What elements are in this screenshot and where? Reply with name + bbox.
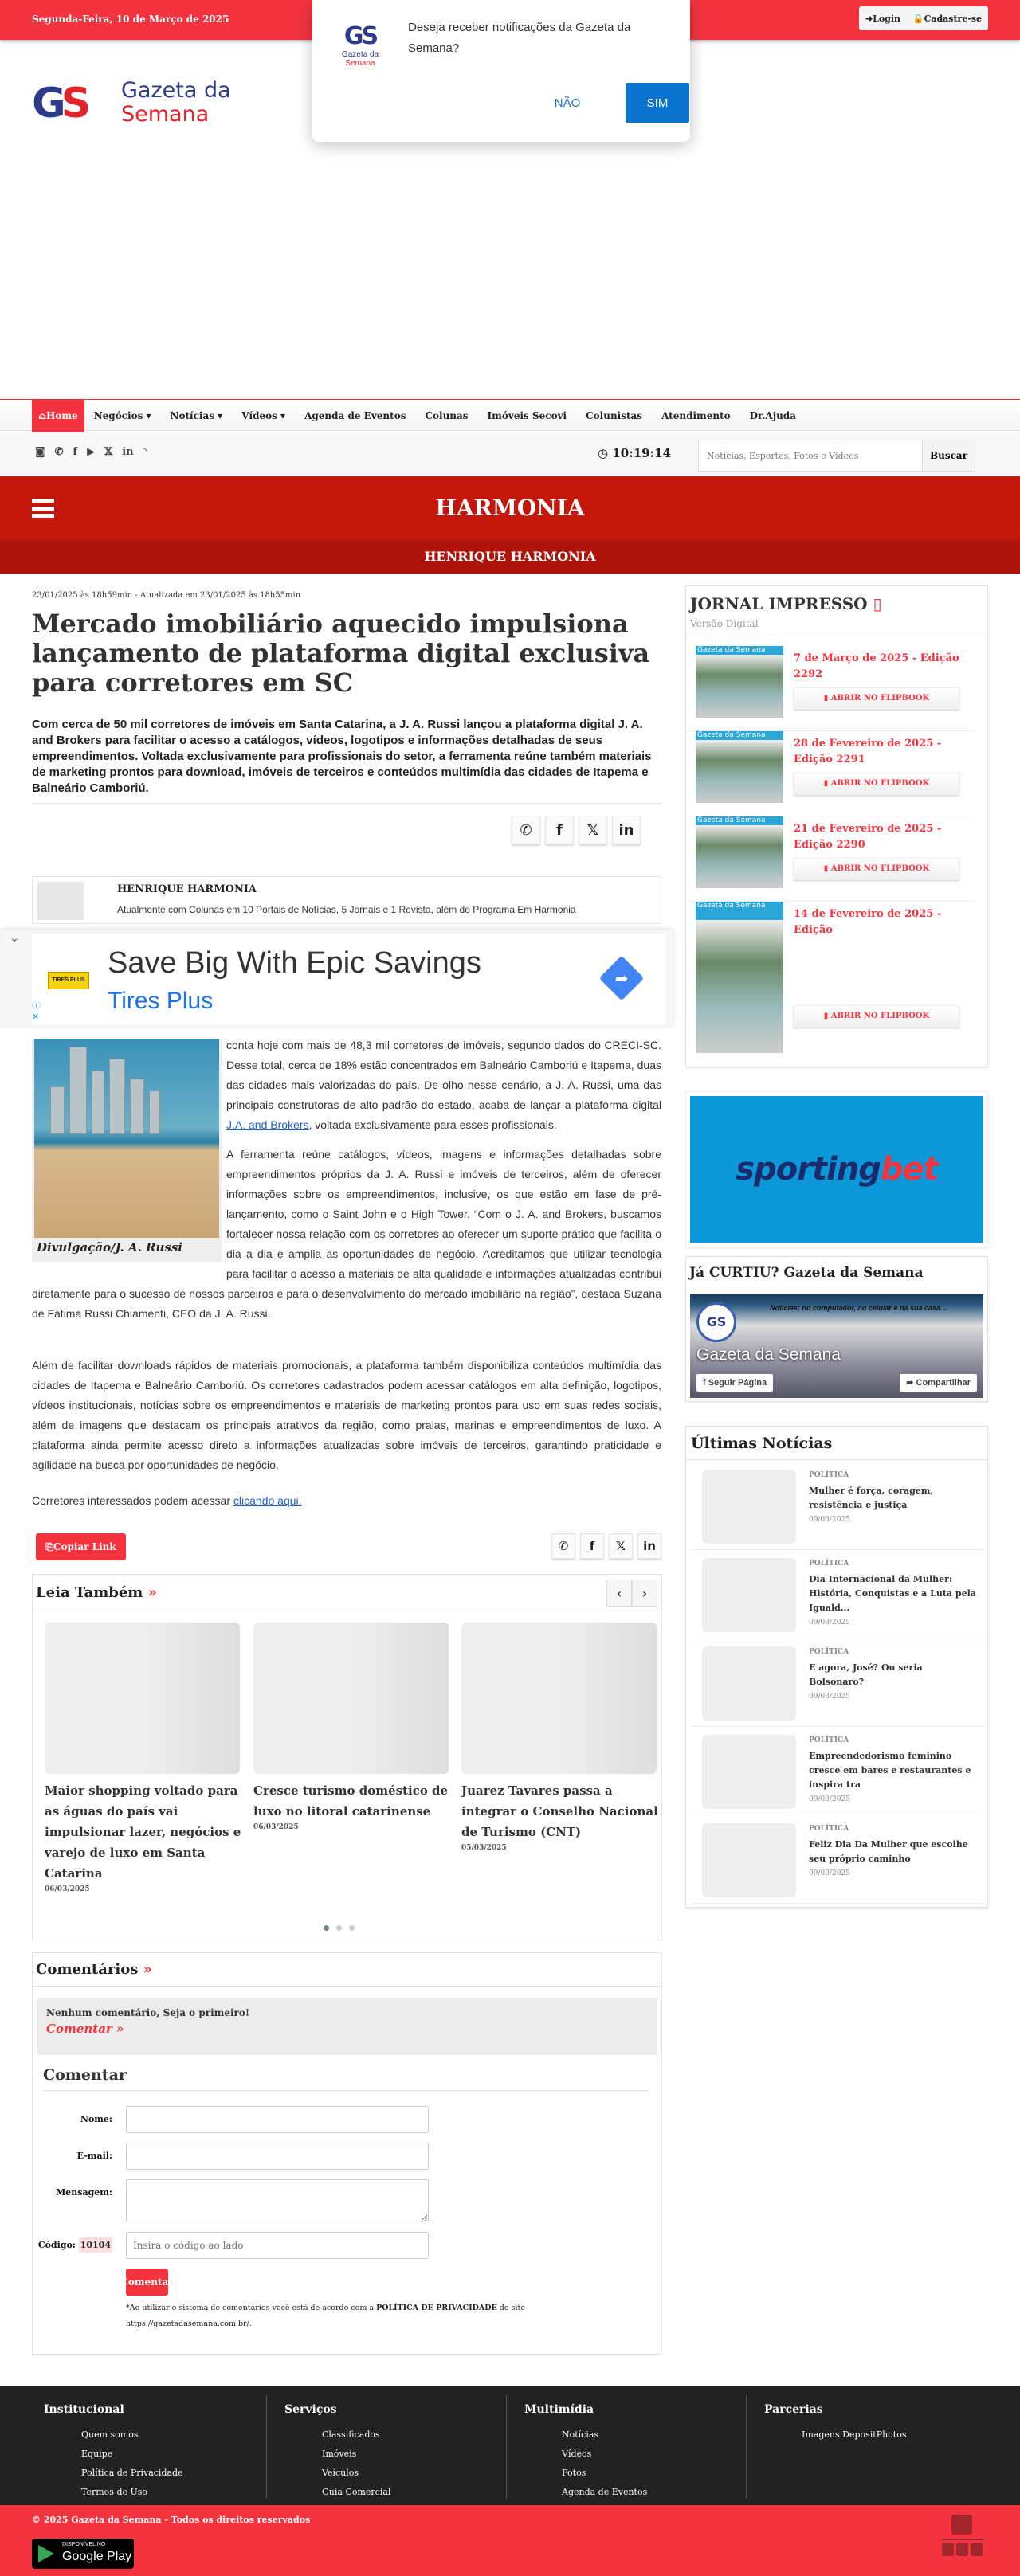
paragraph-text: conta hoje com mais de 48,3 mil corretores de imóveis, segundo dados do CRECI-SC. Desse total, cerca de 18% estão concentrados em Balneário Camboriú e Itapema, duas das cidades mais valorizadas do país. De olho nesse cenário, a J. A. Russi, uma das principais construtoras de alto padrão do estado, acaba de lançar a plataforma digital <box>226 1039 661 1111</box>
register-button[interactable] <box>913 14 982 24</box>
latest-news-widget <box>685 1426 988 1908</box>
nav-negocios[interactable]: Negócios ▾ <box>93 410 151 421</box>
news-title[interactable]: Mulher é força, coragem, resistência e justiça <box>809 1486 934 1510</box>
latest-news-item[interactable] <box>691 1462 986 1550</box>
ad-directions-icon[interactable]: ➦ <box>599 956 645 1001</box>
register-label: Cadastre-se <box>924 13 983 24</box>
footer-column-title: Multimídia <box>524 2403 594 2416</box>
card-title[interactable]: Maior shopping voltado para as águas do país vai impulsionar lazer, negócios e varejo de luxo em Santa Catarina <box>45 1783 241 1881</box>
facebook-icon[interactable]: f <box>73 446 78 458</box>
news-thumbnail <box>702 1558 796 1632</box>
footer-link[interactable]: Imóveis <box>322 2449 357 2459</box>
logo-part: sporting <box>736 1151 881 1188</box>
news-text <box>809 1572 980 1630</box>
email-row <box>33 2143 658 2170</box>
author-box <box>32 876 661 924</box>
widget-title-text: JORNAL IMPRESSO <box>690 594 868 613</box>
whatsapp-share-icon[interactable]: ✆ <box>512 816 540 844</box>
page-slogan: Notícias; no computador, no celular e na sua casa... <box>770 1304 947 1312</box>
article-paragraph: Além de facilitar downloads rápidos de materiais promocionais, a plataforma também disponibiliza conteúdos multimídia das cidades de Itapema e Balneário Camboriú. Os corretores cadastrados podem acessar catálogos em alta definição, logotipos, vídeos institucionais, notícias sobre os empreendimentos e materiais de marketing prontos para uso em suas redes sociais, além de imagens que destacam os principais atrativos da região, como praias, marinas e empreendimentos de luxo. A plataforma ainda permite acesso direto a informações atualizadas sobre imóveis de terceiros, garantindo praticidade e agilidade na busca por oportunidades de negócio. <box>32 1359 661 1471</box>
badge-text: Google Play <box>62 2550 132 2563</box>
nav-agenda[interactable]: Agenda de Eventos <box>304 410 406 421</box>
footer-column <box>506 2395 745 2499</box>
paragraph-text: Corretores interessados podem acessar <box>32 1494 233 1507</box>
facebook-page-card[interactable] <box>690 1294 983 1398</box>
nav-noticias[interactable]: Notícias ▾ <box>170 410 223 421</box>
sportingbet-banner[interactable] <box>685 1091 988 1247</box>
news-date: 09/03/2025 <box>809 1619 850 1627</box>
ad-headline[interactable]: Save Big With Epic Savings <box>108 946 481 980</box>
click-here-link[interactable]: clicando aqui. <box>233 1494 302 1507</box>
icon-mark: GS <box>343 22 377 50</box>
news-category: POLÍTICA <box>809 1825 849 1833</box>
edition-cover[interactable] <box>696 902 783 1053</box>
widget-subtitle: Versão Digital <box>690 618 759 629</box>
section-subtitle: HENRIQUE HARMONIA <box>0 540 1020 574</box>
edition-cover[interactable] <box>696 646 783 718</box>
nav-colunas[interactable]: Colunas <box>425 410 469 421</box>
news-title[interactable]: Feliz Dia Da Mulher que escolhe seu próprio caminho <box>809 1839 968 1864</box>
card-thumbnail <box>461 1623 657 1774</box>
no-comments-box <box>37 1998 657 2055</box>
flipbook-label: ABRIR NO FLIPBOOK <box>830 1012 930 1020</box>
clock-icon: ◷ <box>598 446 609 460</box>
latest-news-item[interactable] <box>691 1815 986 1904</box>
clock-time: 10:19:14 <box>612 446 672 460</box>
open-flipbook-button[interactable] <box>794 858 959 880</box>
news-category: POLÍTICA <box>809 1560 849 1568</box>
news-category: POLÍTICA <box>809 1471 849 1479</box>
footer-link[interactable]: Guia Comercial <box>322 2487 391 2497</box>
comment-form-title: Comentar <box>43 2066 649 2091</box>
clock <box>598 446 671 460</box>
file-icon: ▮ <box>823 779 829 788</box>
name-label: Nome: <box>80 2114 112 2124</box>
facebook-share-icon[interactable]: f <box>545 816 574 844</box>
copy-link-button[interactable] <box>36 1533 126 1560</box>
footer-link[interactable]: Agenda de Eventos <box>562 2487 648 2497</box>
card-date: 05/03/2025 <box>461 1844 507 1852</box>
file-icon: ▮ <box>823 864 829 873</box>
next-chevron-icon[interactable]: › <box>632 1580 657 1607</box>
email-input[interactable] <box>126 2143 429 2170</box>
related-card[interactable] <box>253 1623 451 1831</box>
footer-column-title: Institucional <box>44 2403 124 2416</box>
lock-icon: 🔒 <box>912 13 924 24</box>
badge-small-text: DISPONÍVEL NO <box>62 2542 106 2547</box>
related-articles <box>32 1574 662 1940</box>
ad-info-icon[interactable]: ⓘ <box>32 1000 41 1011</box>
card-date: 06/03/2025 <box>45 1885 90 1893</box>
author-bio: Atualmente com Colunas em 10 Portais de Notícias, 5 Jornais e 1 Revista, além do Programa Em Harmonia <box>117 904 576 915</box>
copy-label: Copiar Link <box>53 1541 116 1552</box>
comment-link[interactable]: Comentar » <box>46 2022 124 2036</box>
news-thumbnail <box>702 1470 796 1544</box>
site-logo[interactable] <box>32 76 239 131</box>
name-row <box>33 2106 658 2133</box>
page-name[interactable]: Gazeta da Semana <box>696 1345 841 1364</box>
dot[interactable] <box>336 1925 342 1931</box>
login-button[interactable]: ➜Login <box>865 13 901 24</box>
print-edition-widget <box>685 585 988 1067</box>
x-share-icon[interactable]: 𝕏 <box>579 816 607 844</box>
footer-link[interactable]: Equipe <box>81 2449 113 2459</box>
nav-home[interactable] <box>32 400 84 432</box>
logo-line1: Gazeta da <box>121 78 231 103</box>
linkedin-share-icon[interactable]: in <box>638 1533 661 1559</box>
ad-advertiser[interactable]: Tires Plus <box>108 988 214 1014</box>
logo-part: bet <box>880 1151 938 1188</box>
share-icon: ➦ <box>906 1378 914 1388</box>
nav-drajuda[interactable]: Dr.Ajuda <box>749 410 796 421</box>
follow-page-button[interactable] <box>696 1374 773 1392</box>
news-date: 09/03/2025 <box>809 1693 850 1701</box>
cover-title: Gazeta da Semana <box>697 816 766 824</box>
widget-title: Já CURTIU? Gazeta da Semana <box>686 1257 987 1290</box>
privacy-notice <box>126 2300 652 2332</box>
menu-icon[interactable] <box>32 499 54 518</box>
card-title[interactable]: Cresce turismo doméstico de luxo no litoral catarinense <box>253 1783 449 1818</box>
edition-item <box>686 731 975 816</box>
paragraph-text: , voltada exclusivamente para esses profissionais. <box>308 1118 557 1131</box>
code-input[interactable] <box>126 2232 429 2259</box>
latest-news-item[interactable] <box>691 1638 986 1727</box>
latest-news-item[interactable] <box>691 1727 986 1815</box>
notice-text: *Ao utilizar o sistema de comentários você está de acordo com a <box>126 2304 377 2312</box>
facebook-icon: f <box>703 1378 706 1388</box>
related-card[interactable] <box>461 1623 659 1852</box>
news-category: POLÍTICA <box>809 1736 849 1744</box>
collapse-ad-chevron-icon[interactable]: ⌄ <box>10 932 19 945</box>
related-card[interactable] <box>45 1623 242 1893</box>
news-date: 09/03/2025 <box>809 1795 850 1803</box>
notification-logo-icon <box>330 22 390 78</box>
mobile-icon: ▯ <box>873 594 882 613</box>
divider <box>32 803 661 804</box>
main-nav <box>0 399 1020 431</box>
code-label: Código: <box>37 2240 76 2250</box>
decline-button[interactable]: NÃO <box>554 96 581 110</box>
linkedin-share-icon[interactable]: in <box>612 816 641 844</box>
flipbook-label: ABRIR NO FLIPBOOK <box>830 694 930 703</box>
search-button[interactable]: Buscar <box>922 440 975 471</box>
file-icon: ▮ <box>823 694 829 703</box>
edition-title[interactable]: 14 de Fevereiro de 2025 - Edição <box>794 908 942 936</box>
footer-link[interactable]: Imagens DepositPhotos <box>802 2429 907 2440</box>
footer-bottom <box>0 2505 1020 2576</box>
footer-column-title: Serviços <box>284 2403 337 2416</box>
raquo: » <box>147 1584 157 1601</box>
section-title: HARMONIA <box>0 476 1020 540</box>
follow-label: Seguir Página <box>708 1378 767 1388</box>
related-header <box>33 1575 661 1611</box>
facebook-widget <box>685 1256 988 1402</box>
no-comments-text: Nenhum comentário, Seja o primeiro! <box>46 2007 250 2018</box>
share-buttons-top <box>512 816 641 844</box>
nav-imoveis-secovi[interactable]: Imóveis Secovi <box>487 410 567 421</box>
news-date: 09/03/2025 <box>809 1516 850 1524</box>
news-text <box>809 1838 980 1881</box>
footer-link[interactable]: Política de Privacidade <box>81 2468 183 2478</box>
cover-title: Gazeta da Semana <box>697 646 766 654</box>
footer-link[interactable]: Quem somos <box>81 2429 139 2440</box>
email-label: E-mail: <box>76 2151 112 2161</box>
instagram-icon[interactable]: ◙ <box>35 446 45 458</box>
edition-cover[interactable] <box>696 816 783 888</box>
file-icon: ▮ <box>823 1012 829 1020</box>
carousel-dots <box>324 1925 355 1931</box>
article-image <box>32 1039 222 1262</box>
sportingbet-logo <box>690 1096 983 1243</box>
news-title[interactable]: E agora, José? Ou seria Bolsonaro? <box>809 1662 923 1687</box>
logo-text <box>121 79 231 127</box>
x-share-icon[interactable]: 𝕏 <box>609 1533 633 1559</box>
share-label: Compartilhar <box>916 1378 971 1388</box>
nav-atendimento[interactable]: Atendimento <box>661 410 731 421</box>
code-row <box>33 2232 658 2259</box>
raquo: » <box>143 1961 152 1978</box>
ad-info-close <box>32 1000 41 1023</box>
facebook-share-icon[interactable]: f <box>580 1533 604 1559</box>
card-title[interactable]: Juarez Tavares passa a integrar o Conselho Nacional de Turismo (CNT) <box>461 1783 658 1839</box>
news-category: POLÍTICA <box>809 1648 849 1656</box>
notification-prompt <box>312 0 690 142</box>
edition-title[interactable]: 28 de Fevereiro de 2025 - Edição 2291 <box>794 738 942 765</box>
related-title: Leia Também <box>36 1584 143 1601</box>
scroll-top-icon[interactable] <box>940 2515 985 2556</box>
rss-icon[interactable]: ◝ <box>143 446 147 458</box>
footer-column <box>266 2395 505 2499</box>
card-date: 06/03/2025 <box>253 1823 299 1831</box>
widget-title: Últimas Notícias <box>686 1427 987 1460</box>
footer-link[interactable]: Classificados <box>322 2429 380 2440</box>
accept-button[interactable]: SIM <box>626 83 689 123</box>
news-title[interactable]: Empreendedorismo feminino cresce em bares e restaurantes e inspira tra <box>809 1751 971 1790</box>
comments-header <box>33 1953 661 1987</box>
whatsapp-icon[interactable]: ✆ <box>54 446 64 458</box>
auth-buttons <box>859 6 988 30</box>
dot[interactable] <box>349 1925 355 1931</box>
article-meta: 23/01/2025 às 18h59min - Atualizada em 23/01/2025 às 18h55min <box>32 591 301 600</box>
open-flipbook-button[interactable] <box>794 1005 959 1028</box>
open-flipbook-button[interactable] <box>794 687 959 710</box>
author-name[interactable]: HENRIQUE HARMONIA <box>117 883 257 895</box>
dot[interactable] <box>324 1925 329 1931</box>
message-textarea[interactable] <box>126 2179 429 2222</box>
edition-title[interactable]: 21 de Fevereiro de 2025 - Edição 2290 <box>794 823 942 851</box>
message-row <box>33 2179 658 2222</box>
icon-line1: Gazeta da <box>341 50 379 59</box>
image-caption: Divulgação/J. A. Russi <box>37 1240 182 1255</box>
anchor-ad <box>0 930 673 1028</box>
google-play-badge[interactable] <box>32 2539 134 2569</box>
footer-column <box>26 2395 265 2499</box>
footer-column <box>746 2395 985 2499</box>
news-date: 09/03/2025 <box>809 1869 850 1877</box>
article-body <box>32 1035 661 2355</box>
logo-line2: Semana <box>121 102 210 127</box>
submit-comment-button[interactable]: Comentar <box>126 2269 168 2296</box>
name-input[interactable] <box>126 2106 429 2133</box>
notice-text: do site https://gazetadasemana.com.br/. <box>126 2304 525 2328</box>
nav-videos[interactable]: Vídeos ▾ <box>241 410 286 421</box>
footer <box>0 2386 1020 2505</box>
page-avatar: GS <box>696 1302 736 1342</box>
flipbook-label: ABRIR NO FLIPBOOK <box>830 779 930 788</box>
notification-message: Deseja receber notificações da Gazeta da Semana? <box>408 21 631 55</box>
article-paragraph <box>32 1491 661 1511</box>
footer-link[interactable]: Veículos <box>322 2468 359 2478</box>
cover-title: Gazeta da Semana <box>697 731 766 739</box>
youtube-icon[interactable]: ▶ <box>87 446 96 458</box>
article-paragraph: A ferramenta reúne catálogos, vídeos, imagens e informações detalhadas sobre empreendimentos próprios da J. A. Russi e imóveis de terceiros, além de oferecer informações sobre os empreendimentos, inclusive, os que estão em fase de pré-lançamento, como o Saint John e o High Tower. “Com o J. A. and Brokers, buscamos fortalecer nossa relação com os corretores ao oferecer um suporte prático que facilita o dia a dia e amplia as oportunidades de negócio. Acreditamos que utilizar tecnologia para facilitar o acesso a materiais de alta qualidade e informações atualizadas contribui diretamente para o sucesso de nossos parceiros e para o desenvolvimento do mercado imobiliário na região”, destaca Suzana de Fátima Russi Chiamenti, CEO da J. A. Russi. <box>32 1148 661 1320</box>
copyright: © 2025 Gazeta da Semana - Todos os direitos reservados <box>32 2515 311 2525</box>
card-thumbnail <box>45 1623 240 1774</box>
widget-title <box>690 594 882 613</box>
logo-mark: GS <box>32 80 87 127</box>
city-beach-photo <box>34 1039 219 1238</box>
news-text <box>809 1484 980 1527</box>
whatsapp-share-icon[interactable]: ✆ <box>551 1533 575 1559</box>
article-title: Mercado imobiliário aquecido impulsiona lançamento de plataforma digital exclusiva para corretores em SC <box>32 609 650 698</box>
search-form <box>698 440 975 472</box>
share-page-button[interactable] <box>900 1374 977 1392</box>
message-label: Mensagem: <box>56 2187 112 2198</box>
nav-colunistas[interactable]: Colunistas <box>586 410 643 421</box>
edition-item <box>686 646 975 731</box>
news-title[interactable]: Dia Internacional da Mulher: História, Conquistas e a Luta pela Iguald... <box>809 1574 976 1613</box>
article-summary: Com cerca de 50 mil corretores de imóveis em Santa Catarina, a J. A. Russi lançou a plataforma digital J. A. and Brokers para facilitar o acesso a catálogos, vídeos, logotipos e informações detalhadas de seus empreendimentos. Voltada exclusivamente para profissionais do setor, a ferramenta reúne também materiais de marketing prontos para download, imóveis de terceiros e conteúdos multimídia das cidades de Itapema e Balneário Camboriú. <box>32 718 652 795</box>
news-thumbnail <box>702 1823 796 1897</box>
latest-news-item[interactable] <box>691 1550 986 1638</box>
footer-column-title: Parcerias <box>764 2403 823 2416</box>
edition-item <box>686 816 975 902</box>
news-text <box>809 1661 980 1704</box>
x-icon[interactable]: 𝕏 <box>104 446 113 458</box>
privacy-policy-link[interactable]: POLÍTICA DE PRIVACIDADE <box>376 2304 497 2312</box>
footer-link[interactable]: Fotos <box>562 2468 586 2478</box>
footer-link[interactable]: Vídeos <box>562 2449 592 2459</box>
ad-close-icon[interactable]: ✕ <box>32 1012 40 1022</box>
article-actions <box>32 1533 661 1562</box>
current-date: Segunda-Feira, 10 de Março de 2025 <box>32 14 230 25</box>
share-buttons-bottom <box>551 1533 661 1559</box>
prev-chevron-icon[interactable]: ‹ <box>606 1580 632 1607</box>
comments-section <box>32 1952 662 2355</box>
search-input[interactable] <box>699 440 922 471</box>
captcha-code: 10104 <box>79 2237 112 2253</box>
google-play-icon <box>38 2545 54 2562</box>
edition-item <box>686 902 975 1061</box>
linkedin-icon[interactable]: in <box>122 446 134 458</box>
login-label: Login <box>873 13 901 24</box>
social-icons <box>35 446 147 458</box>
footer-link[interactable]: Notícias <box>562 2429 599 2440</box>
comments-title: Comentários <box>36 1961 139 1978</box>
brokers-link[interactable]: J.A. and Brokers <box>226 1118 309 1131</box>
open-flipbook-button[interactable] <box>794 773 959 795</box>
card-thumbnail <box>253 1623 449 1774</box>
carousel-nav <box>606 1580 657 1607</box>
edition-title[interactable]: 7 de Março de 2025 - Edição 2292 <box>794 652 959 680</box>
footer-link[interactable]: Termos de Uso <box>81 2487 148 2497</box>
edition-cover[interactable] <box>696 731 783 803</box>
news-thumbnail <box>702 1646 796 1721</box>
copy-icon: ⎘ <box>45 1541 53 1552</box>
nav-label: Home <box>46 410 78 421</box>
ad-content[interactable] <box>32 934 665 1024</box>
home-icon: ⌂ <box>38 410 47 421</box>
author-avatar <box>37 882 84 920</box>
news-text <box>809 1749 980 1807</box>
flipbook-label: ABRIR NO FLIPBOOK <box>830 864 930 873</box>
icon-line2: Semana <box>345 59 375 68</box>
ad-logo: TIRES PLUS <box>48 972 89 989</box>
news-thumbnail <box>702 1735 796 1809</box>
cover-title: Gazeta da Semana <box>697 902 766 910</box>
